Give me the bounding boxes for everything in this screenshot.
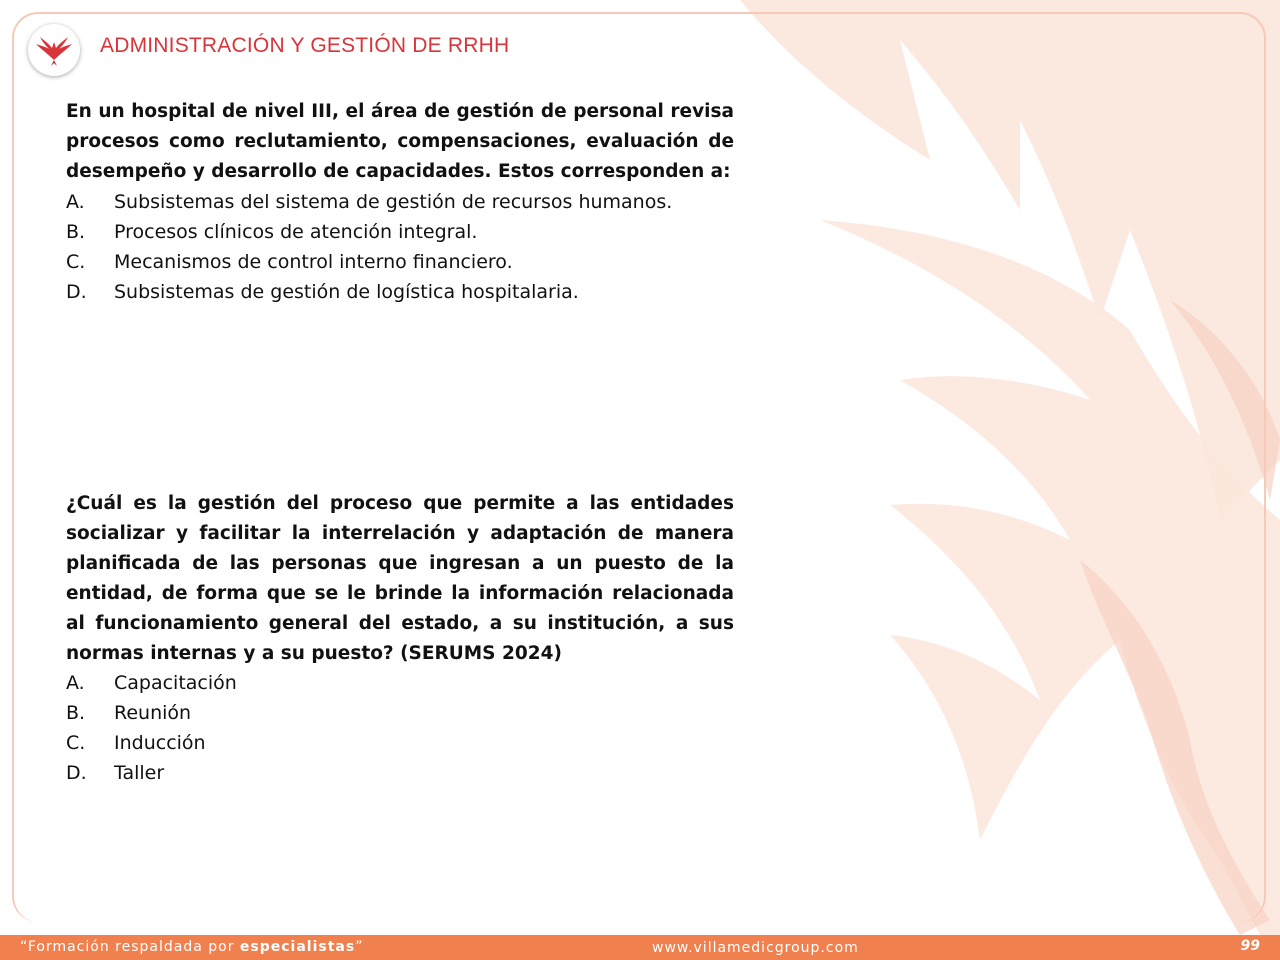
- option-letter: A.: [66, 672, 85, 694]
- footer-slogan: [20, 939, 363, 955]
- option-text: Reunión: [114, 702, 192, 724]
- page-title: ADMINISTRACIÓN Y GESTIÓN DE RRHH: [100, 34, 510, 57]
- option-item: [66, 187, 672, 217]
- logo: [28, 24, 80, 76]
- option-letter: B.: [66, 221, 86, 243]
- option-item: [66, 668, 237, 698]
- page-number: 99: [1240, 938, 1260, 954]
- option-text: Capacitación: [114, 672, 237, 694]
- option-item: [66, 698, 237, 728]
- option-item: [66, 247, 672, 277]
- option-text: Inducción: [114, 732, 206, 754]
- phoenix-logo-icon: [34, 30, 74, 70]
- question-2-options: [66, 668, 237, 788]
- option-item: [66, 758, 237, 788]
- slogan-suffix: ”: [355, 939, 364, 955]
- option-item: [66, 728, 237, 758]
- option-letter: D.: [66, 281, 87, 303]
- slogan-bold: especialistas: [239, 939, 356, 955]
- option-letter: C.: [66, 251, 86, 273]
- option-letter: A.: [66, 191, 85, 213]
- option-text: Mecanismos de control interno financiero.: [114, 251, 513, 273]
- question-1-options: [66, 187, 672, 307]
- option-item: [66, 217, 672, 247]
- option-item: [66, 277, 672, 307]
- footer-url[interactable]: www.villamedicgroup.com: [652, 940, 859, 956]
- option-letter: C.: [66, 732, 86, 754]
- slogan-prefix: “Formación respaldada por: [20, 939, 240, 955]
- question-1-text: En un hospital de nivel III, el área de gestión de personal revisa procesos como reclutamiento, compensaciones, evaluación de desempeño y desarrollo de capacidades. Estos corresponden a:: [66, 101, 734, 182]
- footer-bar: [0, 935, 1280, 960]
- option-letter: B.: [66, 702, 86, 724]
- option-text: Taller: [114, 762, 165, 784]
- option-text: Procesos clínicos de atención integral.: [114, 221, 478, 243]
- option-text: Subsistemas de gestión de logística hospitalaria.: [114, 281, 579, 303]
- question-2-text: ¿Cuál es la gestión del proceso que permite a las entidades socializar y facilitar la interrelación y adaptación de manera planificada de las personas que ingresan a un puesto de la entidad, de forma que se le brinde la información relacionada al funcionamiento general del estado, a su institución, a sus normas internas y a su puesto? (SERUMS 2024): [66, 493, 734, 664]
- option-text: Subsistemas del sistema de gestión de recursos humanos.: [114, 191, 673, 213]
- option-letter: D.: [66, 762, 87, 784]
